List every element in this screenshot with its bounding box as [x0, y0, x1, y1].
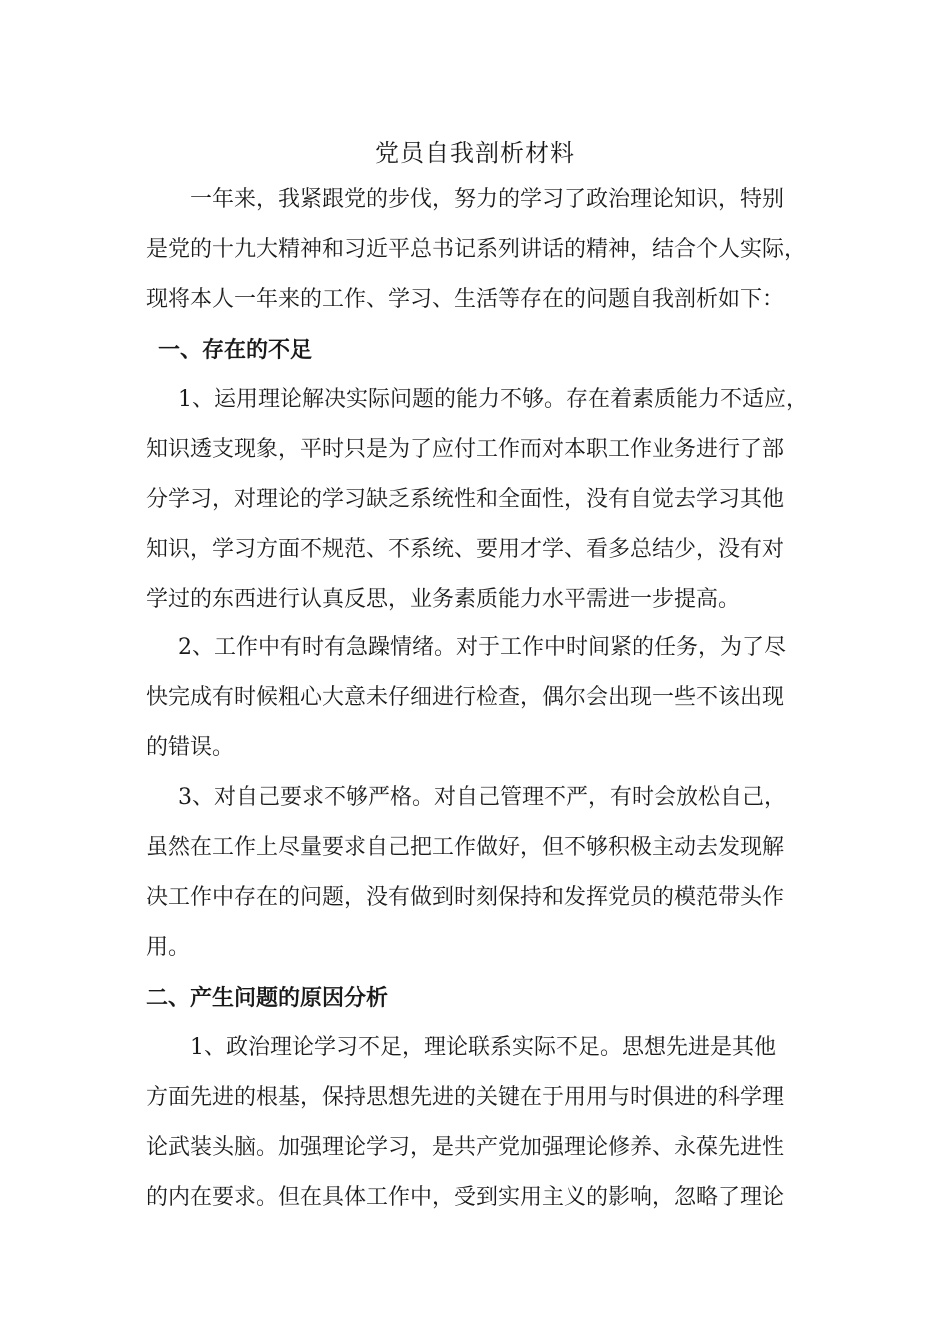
paragraph-line: 分学习，对理论的学习缺乏系统性和全面性，没有自觉去学习其他	[146, 487, 785, 512]
intro-line: 一年来，我紧跟党的步伐，努力的学习了政治理论知识，特别	[190, 187, 785, 212]
paragraph-line: 决工作中存在的问题，没有做到时刻保持和发挥党员的模范带头作	[146, 885, 785, 910]
paragraph-line: 的内在要求。但在具体工作中，受到实用主义的影响，忽略了理论	[146, 1185, 785, 1210]
paragraph-line: 2、工作中有时有急躁情绪。对于工作中时间紧的任务，为了尽	[178, 635, 786, 660]
paragraph-line: 学过的东西进行认真反思，业务素质能力水平需进一步提高。	[146, 587, 741, 612]
paragraph-line: 用。	[146, 935, 191, 960]
paragraph-line: 虽然在工作上尽量要求自己把工作做好，但不够积极主动去发现解	[146, 835, 785, 860]
paragraph-line: 知识，学习方面不规范、不系统、要用才学、看多总结少，没有对	[146, 537, 785, 562]
document-title: 党员自我剖析材料	[375, 139, 575, 167]
paragraph-line: 1、运用理论解决实际问题的能力不够。存在着素质能力不适应，	[178, 387, 808, 412]
paragraph-line: 论武装头脑。加强理论学习，是共产党加强理论修养、永葆先进性	[146, 1135, 785, 1160]
paragraph-line: 方面先进的根基，保持思想先进的关键在于用用与时俱进的科学理	[146, 1085, 785, 1110]
intro-line: 是党的十九大精神和习近平总书记系列讲话的精神，结合个人实际，	[146, 237, 807, 262]
intro-line: 现将本人一年来的工作、学习、生活等存在的问题自我剖析如下：	[146, 287, 785, 312]
paragraph-line: 的错误。	[146, 735, 235, 760]
paragraph-line: 快完成有时候粗心大意未仔细进行检查，偶尔会出现一些不该出现	[146, 685, 785, 710]
paragraph-line: 知识透支现象，平时只是为了应付工作而对本职工作业务进行了部	[146, 437, 785, 462]
paragraph-line: 1、政治理论学习不足，理论联系实际不足。思想先进是其他	[190, 1035, 776, 1060]
section-heading-shortcomings: 一、存在的不足	[158, 338, 313, 363]
paragraph-line: 3、对自己要求不够严格。对自己管理不严，有时会放松自己，	[178, 785, 786, 810]
section-heading-cause-analysis: 二、产生问题的原因分析	[146, 986, 389, 1011]
